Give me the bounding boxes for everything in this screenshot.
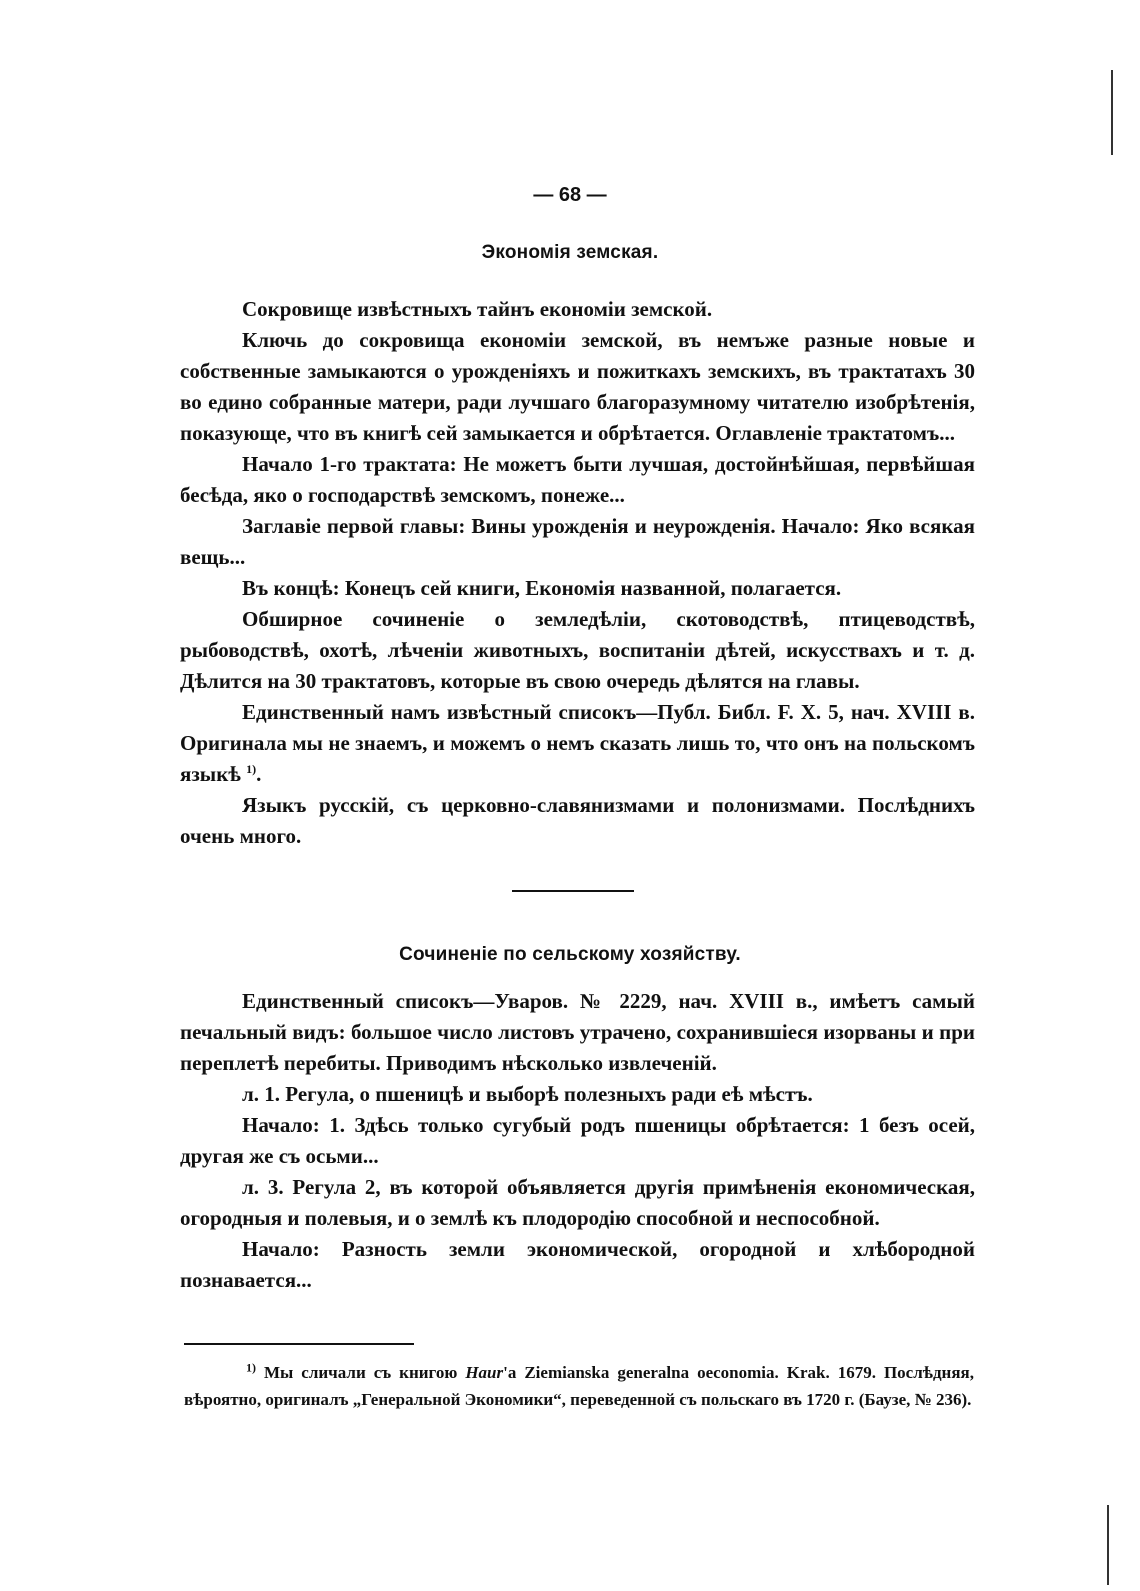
section-1-body [180,294,975,852]
paragraph: Начало: 1. Здѣсь только сугубый родъ пшеницы обрѣтается: 1 безъ осей, другая же съ осьми... [180,1113,975,1168]
paragraph: Заглавіе первой главы: Вины урожденія и неурожденія. Начало: Яко всякая вещь... [180,514,975,569]
scan-edge-mark-bottom [1107,1505,1109,1585]
footnote-text: 'a Ziemianska generalna oeconomia. Krak. 1679. Послѣдняя, вѣроятно, оригиналъ „Генеральной Экономики“, переведенной съ польскаго въ 1720 г. (Баузе, № 236). [184,1363,974,1409]
section-2-body [180,986,975,1296]
section-2-title: Сочиненіе по сельскому хозяйству. [399,944,741,965]
footnote [184,1359,974,1413]
footnote-text: Мы сличали съ книгою [263,1363,458,1382]
paragraph: Единственный намъ извѣстный списокъ—Публ. Библ. F. X. 5, нач. XVIII в. Оригинала мы не знаемъ, и можемъ о немъ сказать лишь то, что онъ на польскомъ языкѣ $^{1)}$. [180,700,975,786]
paragraph: Начало: Разность земли экономической, огородной и хлѣбородной познавается... [180,1237,975,1292]
paragraph: л. 1. Регула, о пшеницѣ и выборѣ полезныхъ ради еѣ мѣстъ. [242,1082,813,1106]
footnote-mark: 1) [246,1360,256,1375]
footnote-author: Haur [465,1363,504,1382]
page-number: — 68 — [533,184,607,206]
footnote-divider [184,1343,414,1345]
paragraph: Обширное сочиненіе о земледѣліи, скотоводствѣ, птицеводствѣ, рыбоводствѣ, охотѣ, лѣченіи животныхъ, воспитаніи дѣтей, искусствахъ и т. д. Дѣлится на 30 трактатовъ, которые въ свою очередь дѣлятся на главы. [180,607,975,693]
paragraph: Ключь до сокровища економіи земской, въ немъже разные новые и собственные замыкаются о урожденіяхъ и пожиткахъ земскихъ, въ трактатахъ 30 во едино собранные матери, ради лучшаго благоразумному читателю изобрѣтенія, показующе, что въ книгѣ сей замыкается и обрѣтается. Оглавленіе трактатомъ... [180,328,975,445]
paragraph: Въ концѣ: Конецъ сей книги, Економія названной, полагается. [242,576,842,600]
scan-edge-mark-top [1111,70,1113,155]
footnote-reference: 1) [246,762,257,776]
paragraph-text: Единственный намъ извѣстный списокъ—Публ. Библ. F. X. 5, нач. XVIII в. Оригинала мы не знаемъ, и можемъ о немъ сказать лишь то, что онъ на польскомъ языкѣ [180,700,975,786]
paragraph: л. 3. Регула 2, въ которой объявляется другія примѣненія економическая, огородныя и полевыя, и о землѣ къ плодородію способной и неспособной. [180,1175,975,1230]
paragraph: Начало 1-го трактата: Не можетъ быти лучшая, достойнѣйшая, первѣйшая бесѣда, яко о господарствѣ земскомъ, понеже... [180,452,975,507]
section-divider [512,890,634,892]
footnotes [184,1359,974,1413]
paragraph: Сокровище извѣстныхъ тайнъ економіи земской. [242,297,713,321]
paragraph: Единственный списокъ—Уваров. № 2229, нач. XVIII в., имѣетъ самый печальный видъ: большое число листовъ утрачено, сохранившіеся изорваны и при переплетѣ перебиты. Приводимъ нѣсколько извлеченій. [180,989,975,1075]
paragraph: Языкъ русскій, съ церковно-славянизмами и полонизмами. Послѣднихъ очень много. [180,793,975,848]
section-1-title: Экономія земская. [481,242,659,263]
